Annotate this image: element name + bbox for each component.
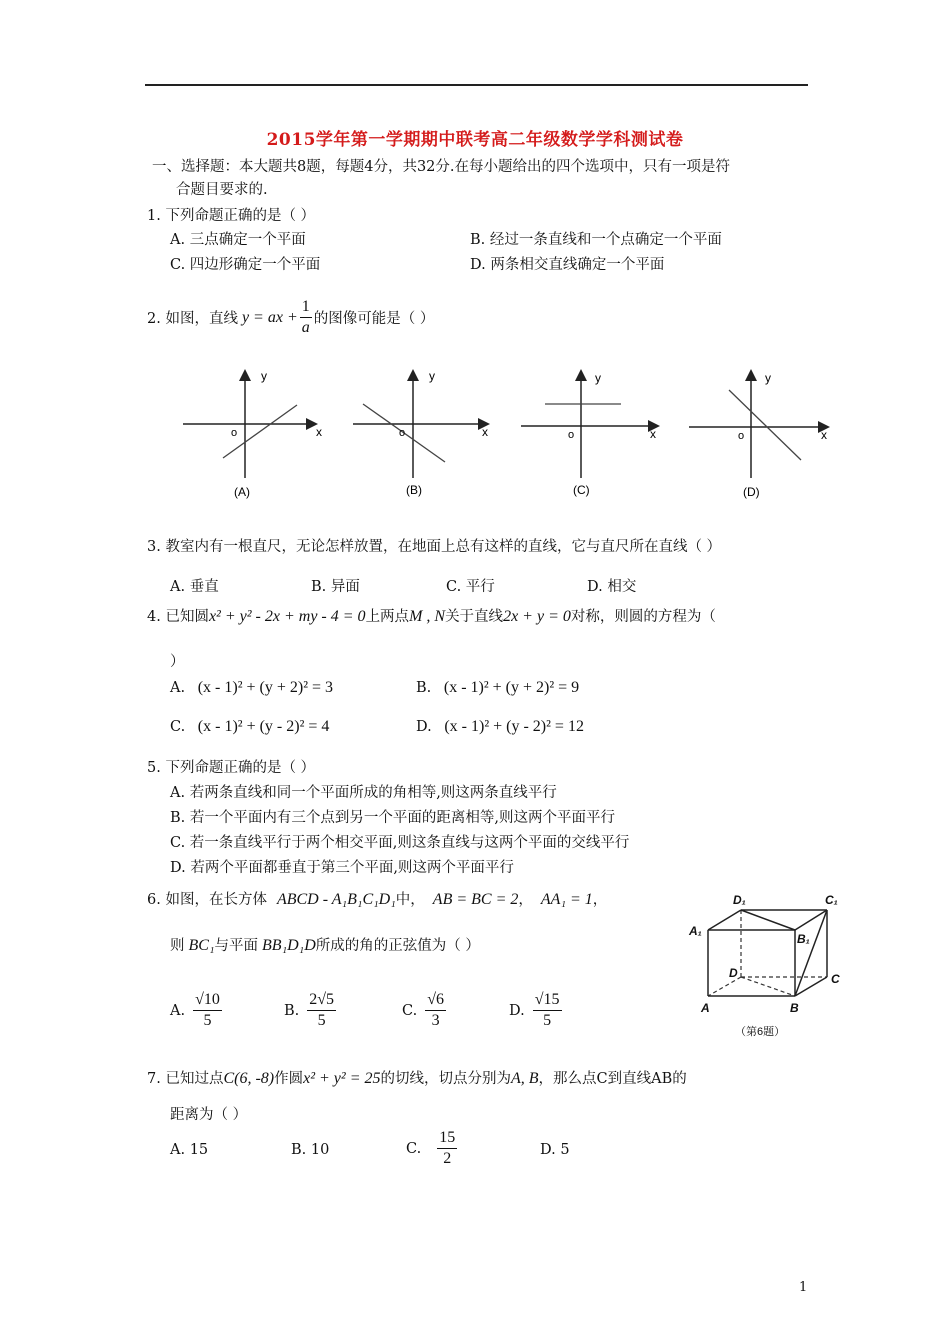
q2-prefix: 2. 如图，直线 — [147, 311, 238, 327]
q7-option-b: B. 10 — [291, 1142, 330, 1158]
q4-option-a-label: A. — [170, 680, 186, 696]
q6-option-c-fraction — [425, 990, 446, 1031]
q6-option-d-label: D. — [509, 1002, 525, 1019]
q6-cuboid-figure — [685, 885, 855, 1045]
q6-mid: 中， — [395, 892, 425, 908]
q4-prefix: 4. 已知圆 — [147, 609, 209, 625]
q6-figure-caption: （第6题） — [735, 1026, 786, 1038]
q4-option-b-equation: (x - 1)² + (y + 2)² = 9 — [443, 679, 580, 696]
graph-a-x-label: x — [316, 425, 322, 439]
graph-c-origin: o — [568, 429, 575, 441]
q2-fraction-den: a — [301, 319, 310, 336]
graph-d-origin: o — [738, 430, 745, 442]
label-c1: C₁ — [825, 893, 838, 907]
q6-option-d-fraction — [533, 990, 562, 1031]
q6-option-b — [284, 990, 336, 1031]
q7-stem-line2: 距离为（ ） — [170, 1107, 248, 1123]
q3-option-d: D. 相交 — [587, 579, 637, 595]
q4-tail: 对称，则圆的方程为（ — [570, 609, 716, 625]
q6-option-c-den: 3 — [431, 1012, 440, 1029]
q2-formula: y = ax + — [241, 308, 298, 326]
q6-option-d-num: √15 — [533, 990, 562, 1011]
q4-option-c-equation: (x - 1)² + (y - 2)² = 4 — [197, 718, 330, 735]
q6-option-c-label: C. — [402, 1002, 418, 1019]
q6-option-a-num: √10 — [193, 990, 222, 1011]
label-d1: D₁ — [733, 893, 746, 907]
q6-condition-aa1: AA₁ = 1 — [540, 891, 593, 908]
q4-option-d — [416, 718, 584, 736]
q6-option-a-fraction — [193, 990, 222, 1031]
q4-stem-close: ） — [170, 654, 185, 670]
graph-c-x-label: x — [650, 427, 656, 441]
q2-fraction — [300, 297, 312, 338]
q4-option-b — [416, 679, 579, 697]
q3-option-a: A. 垂直 — [170, 579, 219, 595]
graph-a-origin: o — [231, 427, 238, 439]
q4-option-c — [170, 718, 329, 736]
graph-d-x-label: x — [821, 428, 827, 442]
graph-a-y-label: y — [261, 369, 267, 383]
q1-option-d: D. 两条相交直线确定一个平面 — [470, 257, 665, 273]
q7-prefix: 7. 已知过点 — [147, 1071, 224, 1087]
graph-b-caption: (B) — [406, 483, 422, 497]
graph-c-y-label: y — [595, 371, 601, 385]
q7-points: A, B — [511, 1070, 539, 1087]
q6-option-b-fraction — [307, 990, 336, 1031]
q6-option-a — [170, 990, 222, 1031]
graph-b-y-label: y — [429, 369, 435, 383]
q4-stem — [147, 605, 716, 626]
page-title: 2015学年第一学期期中联考高二年级数学学科测试卷 — [266, 130, 684, 150]
q1-stem: 1. 下列命题正确的是（ ） — [147, 208, 316, 224]
q6-line2-prefix: 则 — [170, 938, 185, 954]
q7-point: C(6, -8) — [223, 1070, 275, 1087]
q6-sep-2: ， — [592, 892, 608, 908]
label-b: B — [790, 1001, 799, 1015]
q5-option-b: B. 若一个平面内有三个点到另一个平面的距离相等,则这两个平面平行 — [170, 810, 615, 826]
q6-option-d-den: 5 — [543, 1012, 552, 1029]
q7-circle: x² + y² = 25 — [303, 1070, 381, 1087]
q1-option-b: B. 经过一条直线和一个点确定一个平面 — [470, 232, 722, 248]
q4-option-c-label: C. — [170, 719, 186, 735]
graph-c-caption: (C) — [573, 483, 590, 497]
q6-line2-mid: 与平面 — [214, 938, 259, 954]
q3-option-b: B. 异面 — [311, 579, 360, 595]
graph-d-caption: (D) — [743, 485, 760, 499]
q4-option-b-label: B. — [416, 680, 432, 696]
q6-stem-line1 — [147, 888, 607, 909]
q6-plane: BB₁D₁D — [262, 937, 316, 954]
graph-a — [183, 369, 322, 499]
q7-stem-line1 — [147, 1067, 687, 1088]
q4-mid: 上两点 — [365, 609, 410, 625]
q5-option-a: A. 若两条直线和同一个平面所成的角相等,则这两条直线平行 — [170, 785, 557, 801]
q7-option-c-den: 2 — [443, 1150, 452, 1167]
q4-mid2: 关于直线 — [445, 609, 504, 625]
section-heading-line1: 一、选择题：本大题共8题，每题4分，共32分.在每小题给出的四个选项中，只有一项是符 — [152, 159, 731, 175]
q2-graphs — [175, 360, 835, 510]
q5-option-c: C. 若一条直线平行于两个相交平面,则这条直线与这两个平面的交线平行 — [170, 835, 630, 851]
label-a: A — [701, 1001, 710, 1015]
q6-line2-tail: 所成的角的正弦值为（ ） — [315, 938, 480, 954]
graph-b — [353, 369, 488, 497]
graph-b-x-label: x — [482, 425, 488, 439]
q6-option-a-label: A. — [170, 1002, 186, 1019]
header-rule — [145, 84, 808, 86]
q6-prefix: 6. 如图，在长方体 — [147, 892, 267, 908]
q5-option-d: D. 若两个平面都垂直于第三个平面,则这两个平面平行 — [170, 860, 514, 876]
q6-stem-line2 — [170, 934, 480, 955]
q6-sep: ， — [518, 892, 533, 908]
q7-mid: 作圆 — [274, 1071, 304, 1087]
q7-option-c-label: C. — [406, 1140, 422, 1157]
q7-option-c-fraction — [437, 1128, 457, 1169]
graph-d — [689, 371, 827, 499]
q5-stem: 5. 下列命题正确的是（ ） — [147, 760, 316, 776]
q6-option-a-den: 5 — [203, 1012, 212, 1029]
label-c: C — [831, 972, 840, 986]
q4-points: M , N — [409, 608, 446, 625]
q4-line-equation: 2x + y = 0 — [503, 608, 571, 625]
q6-option-c — [402, 990, 446, 1031]
label-b1: B₁ — [797, 932, 810, 946]
graph-a-caption: (A) — [234, 485, 250, 499]
q7-mid2: 的切线，切点分别为 — [380, 1071, 511, 1087]
q6-solid: ABCD - A₁B₁C₁D₁ — [276, 891, 396, 908]
q4-circle-equation: x² + y² - 2x + my - 4 = 0 — [208, 608, 366, 625]
q2-suffix: 的图像可能是（ ） — [313, 311, 435, 327]
q6-option-d — [509, 990, 562, 1031]
q1-option-c: C. 四边形确定一个平面 — [170, 257, 321, 273]
q7-option-c — [406, 1128, 457, 1169]
q1-option-a: A. 三点确定一个平面 — [170, 232, 306, 248]
q7-option-a: A. 15 — [170, 1142, 209, 1158]
q6-segment: BC₁ — [188, 937, 215, 954]
label-a1: A₁ — [689, 924, 702, 938]
q7-option-d: D. 5 — [540, 1142, 570, 1158]
q6-option-c-num: √6 — [425, 990, 446, 1011]
q4-option-a — [170, 679, 333, 697]
graph-c — [521, 371, 657, 497]
q6-option-b-num: 2√5 — [307, 990, 336, 1011]
q6-option-b-label: B. — [284, 1002, 300, 1019]
graph-d-y-label: y — [765, 371, 771, 385]
q6-option-b-den: 5 — [317, 1012, 326, 1029]
q2-fraction-num: 1 — [300, 297, 312, 318]
q2-stem — [147, 297, 434, 338]
q3-option-c: C. 平行 — [446, 579, 495, 595]
page-number: 1 — [799, 1280, 808, 1295]
q3-stem: 3. 教室内有一根直尺，无论怎样放置，在地面上总有这样的直线，它与直尺所在直线（ ） — [147, 539, 722, 555]
q7-tail: ，那么点C到直线AB的 — [538, 1071, 687, 1087]
label-d: D — [729, 966, 738, 980]
q4-option-a-equation: (x - 1)² + (y + 2)² = 3 — [197, 679, 334, 696]
q6-condition-ab-bc: AB = BC = 2 — [432, 891, 519, 908]
graph-b-origin: o — [399, 427, 406, 439]
q4-option-d-label: D. — [416, 719, 432, 735]
q7-option-c-num: 15 — [437, 1128, 457, 1149]
section-heading-line2: 合题目要求的. — [176, 182, 268, 198]
q4-option-d-equation: (x - 1)² + (y - 2)² = 12 — [444, 718, 584, 735]
